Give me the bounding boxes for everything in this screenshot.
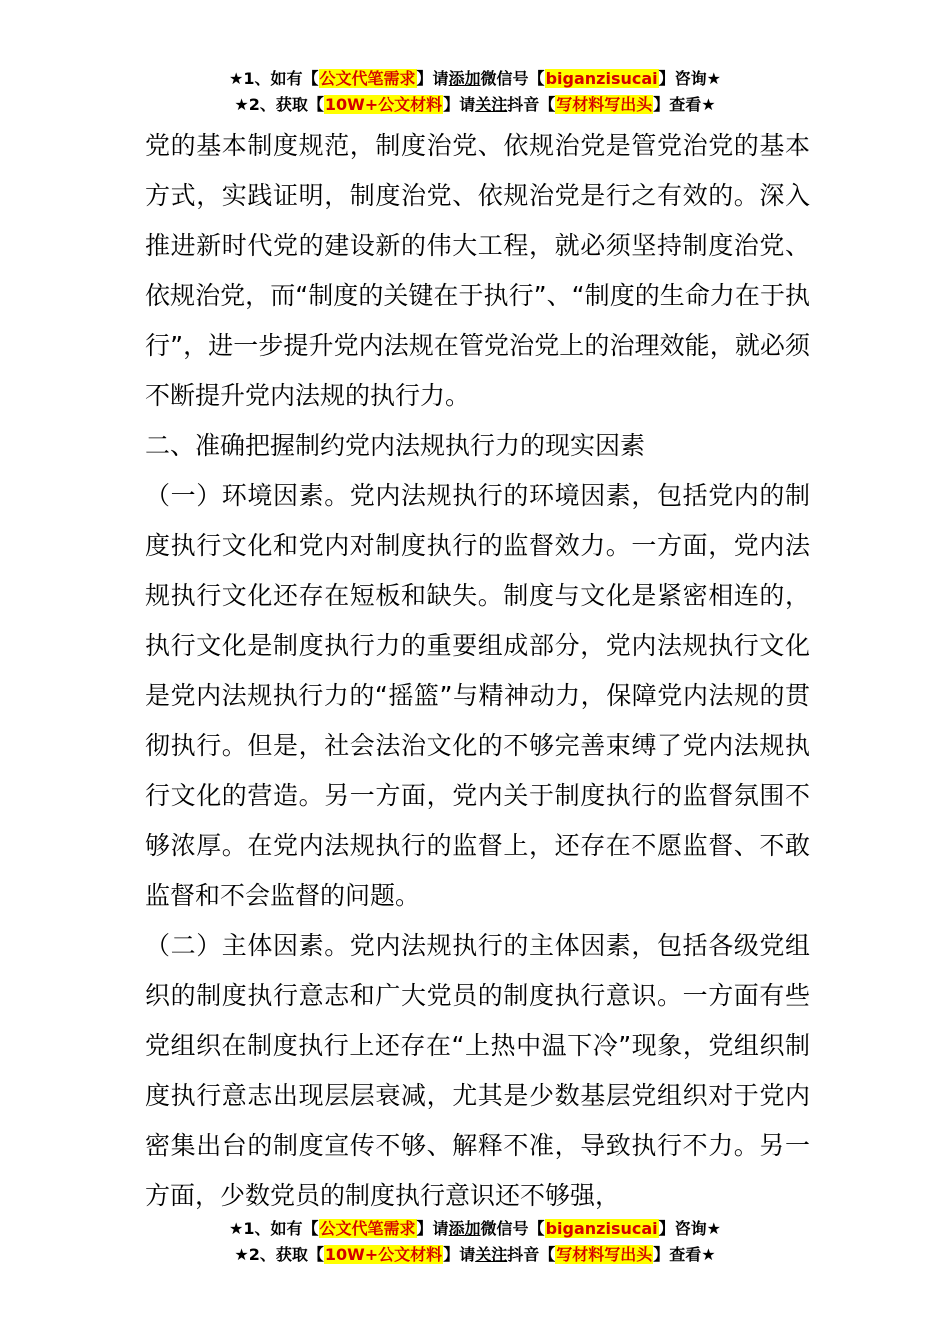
banner-line-1: ★1、如有【公文代笔需求】请添加微信号【biganzisucai】咨询★ [229,69,721,88]
header-banner [0,66,950,118]
douyin-account: 写材料写出头 [556,95,653,114]
highlight-text: 10W+公文材料 [324,95,443,114]
banner-line-2: ★2、获取【10W+公文材料】请关注抖音【写材料写出头】查看★ [234,1245,716,1264]
paragraph: （一）环境因素。党内法规执行的环境因素，包括党内的制度执行文化和党内对制度执行的监督效力。一方面，党内法规执行文化还存在短板和缺失。制度与文化是紧密相连的，执行文化是制度执行力的重要组成部分，党内法规执行文化是党内法规执行力的“摇篮”与精神动力，保障党内法规的贯彻执行。但是，社会法治文化的不够完善束缚了党内法规执行文化的营造。另一方面，党内关于制度执行的监督氛围不够浓厚。在党内法规执行的监督上，还存在不愿监督、不敢监督和不会监督的问题。 [145,481,810,910]
footer-banner [0,1216,950,1268]
paragraph: （二）主体因素。党内法规执行的主体因素，包括各级党组织的制度执行意志和广大党员的制度执行意识。一方面有些党组织在制度执行上还存在“上热中温下冷”现象，党组织制度执行意志出现层层衰减，尤其是少数基层党组织对于党内密集出台的制度宣传不够、解释不准，导致执行不力。另一方面，少数党员的制度执行意识还不够强， [145,931,810,1210]
underlined-text: 添加 [448,69,481,88]
document-body [145,121,810,1221]
highlight-text: 10W+公文材料 [324,1245,443,1264]
wechat-id: biganzisucai [545,69,658,88]
underlined-text: 关注 [475,1245,508,1264]
paragraph: 党的基本制度规范，制度治党、依规治党是管党治党的基本方式，实践证明，制度治党、依规治党是行之有效的。深入推进新时代党的建设新的伟大工程，就必须坚持制度治党、依规治党，而“制度的关键在于执行”、“制度的生命力在于执行”，进一步提升党内法规在管党治党上的治理效能，就必须不断提升党内法规的执行力。 [145,131,810,410]
banner-line-2: ★2、获取【10W+公文材料】请关注抖音【写材料写出头】查看★ [234,95,716,114]
highlight-text: 公文代笔需求 [319,69,416,88]
banner-line-1: ★1、如有【公文代笔需求】请添加微信号【biganzisucai】咨询★ [229,1219,721,1238]
wechat-id: biganzisucai [545,1219,658,1238]
underlined-text: 关注 [475,95,508,114]
douyin-account: 写材料写出头 [556,1245,653,1264]
section-heading: 二、准确把握制约党内法规执行力的现实因素 [145,431,646,460]
highlight-text: 公文代笔需求 [319,1219,416,1238]
underlined-text: 添加 [448,1219,481,1238]
